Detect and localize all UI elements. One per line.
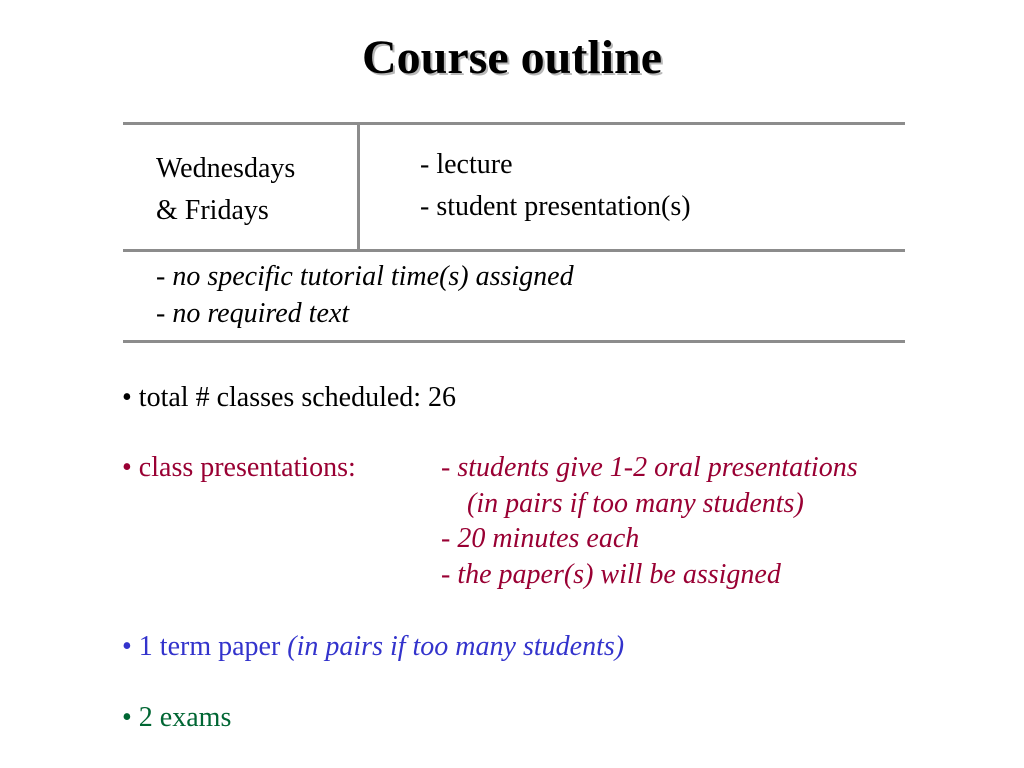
activity-lecture: - lecture bbox=[420, 149, 513, 180]
class-presentations-details bbox=[441, 450, 858, 593]
presentations-detail-4 bbox=[441, 557, 858, 593]
table-column-divider bbox=[357, 124, 360, 250]
presentations-detail-4-text: the paper(s) will be assigned bbox=[457, 559, 781, 591]
table-middle-rule bbox=[123, 249, 905, 252]
days-line-2: & Fridays bbox=[156, 195, 269, 226]
bullet-term-paper bbox=[122, 629, 624, 665]
schedule-activities-cell bbox=[420, 144, 691, 228]
note-text-text: no required text bbox=[172, 298, 350, 329]
presentations-detail-3-dash: - bbox=[441, 523, 458, 555]
note-required-text bbox=[156, 295, 574, 332]
presentations-detail-1-dash: - bbox=[441, 452, 458, 483]
presentations-detail-1 bbox=[441, 450, 858, 486]
presentations-detail-3-text: 20 minutes each bbox=[457, 523, 640, 555]
note-tutorial-dash: - bbox=[156, 261, 173, 292]
note-text-dash: - bbox=[156, 298, 173, 329]
presentations-detail-3 bbox=[441, 521, 858, 557]
term-paper-note: (in pairs if too many students) bbox=[287, 631, 625, 662]
table-top-rule bbox=[123, 122, 905, 125]
slide-title: Course outline bbox=[362, 31, 662, 84]
schedule-days-cell bbox=[156, 148, 295, 232]
bullet-exams: • 2 exams bbox=[122, 702, 232, 733]
schedule-notes bbox=[156, 258, 574, 332]
presentations-detail-1-text: students give 1-2 oral presentations bbox=[457, 452, 858, 483]
days-line-1: Wednesdays bbox=[156, 153, 296, 184]
note-tutorial-text: no specific tutorial time(s) assigned bbox=[172, 261, 574, 292]
activity-student-presentations: - student presentation(s) bbox=[420, 191, 691, 222]
term-paper-label: • 1 term paper bbox=[122, 631, 288, 662]
bullet-class-presentations-label: • class presentations: bbox=[122, 452, 356, 483]
bullet-total-classes: • total # classes scheduled: 26 bbox=[122, 382, 457, 413]
table-bottom-rule bbox=[123, 340, 905, 343]
presentations-detail-4-dash: - bbox=[441, 559, 458, 591]
note-tutorial-time bbox=[156, 258, 574, 295]
presentations-detail-2: (in pairs if too many students) bbox=[467, 487, 804, 519]
